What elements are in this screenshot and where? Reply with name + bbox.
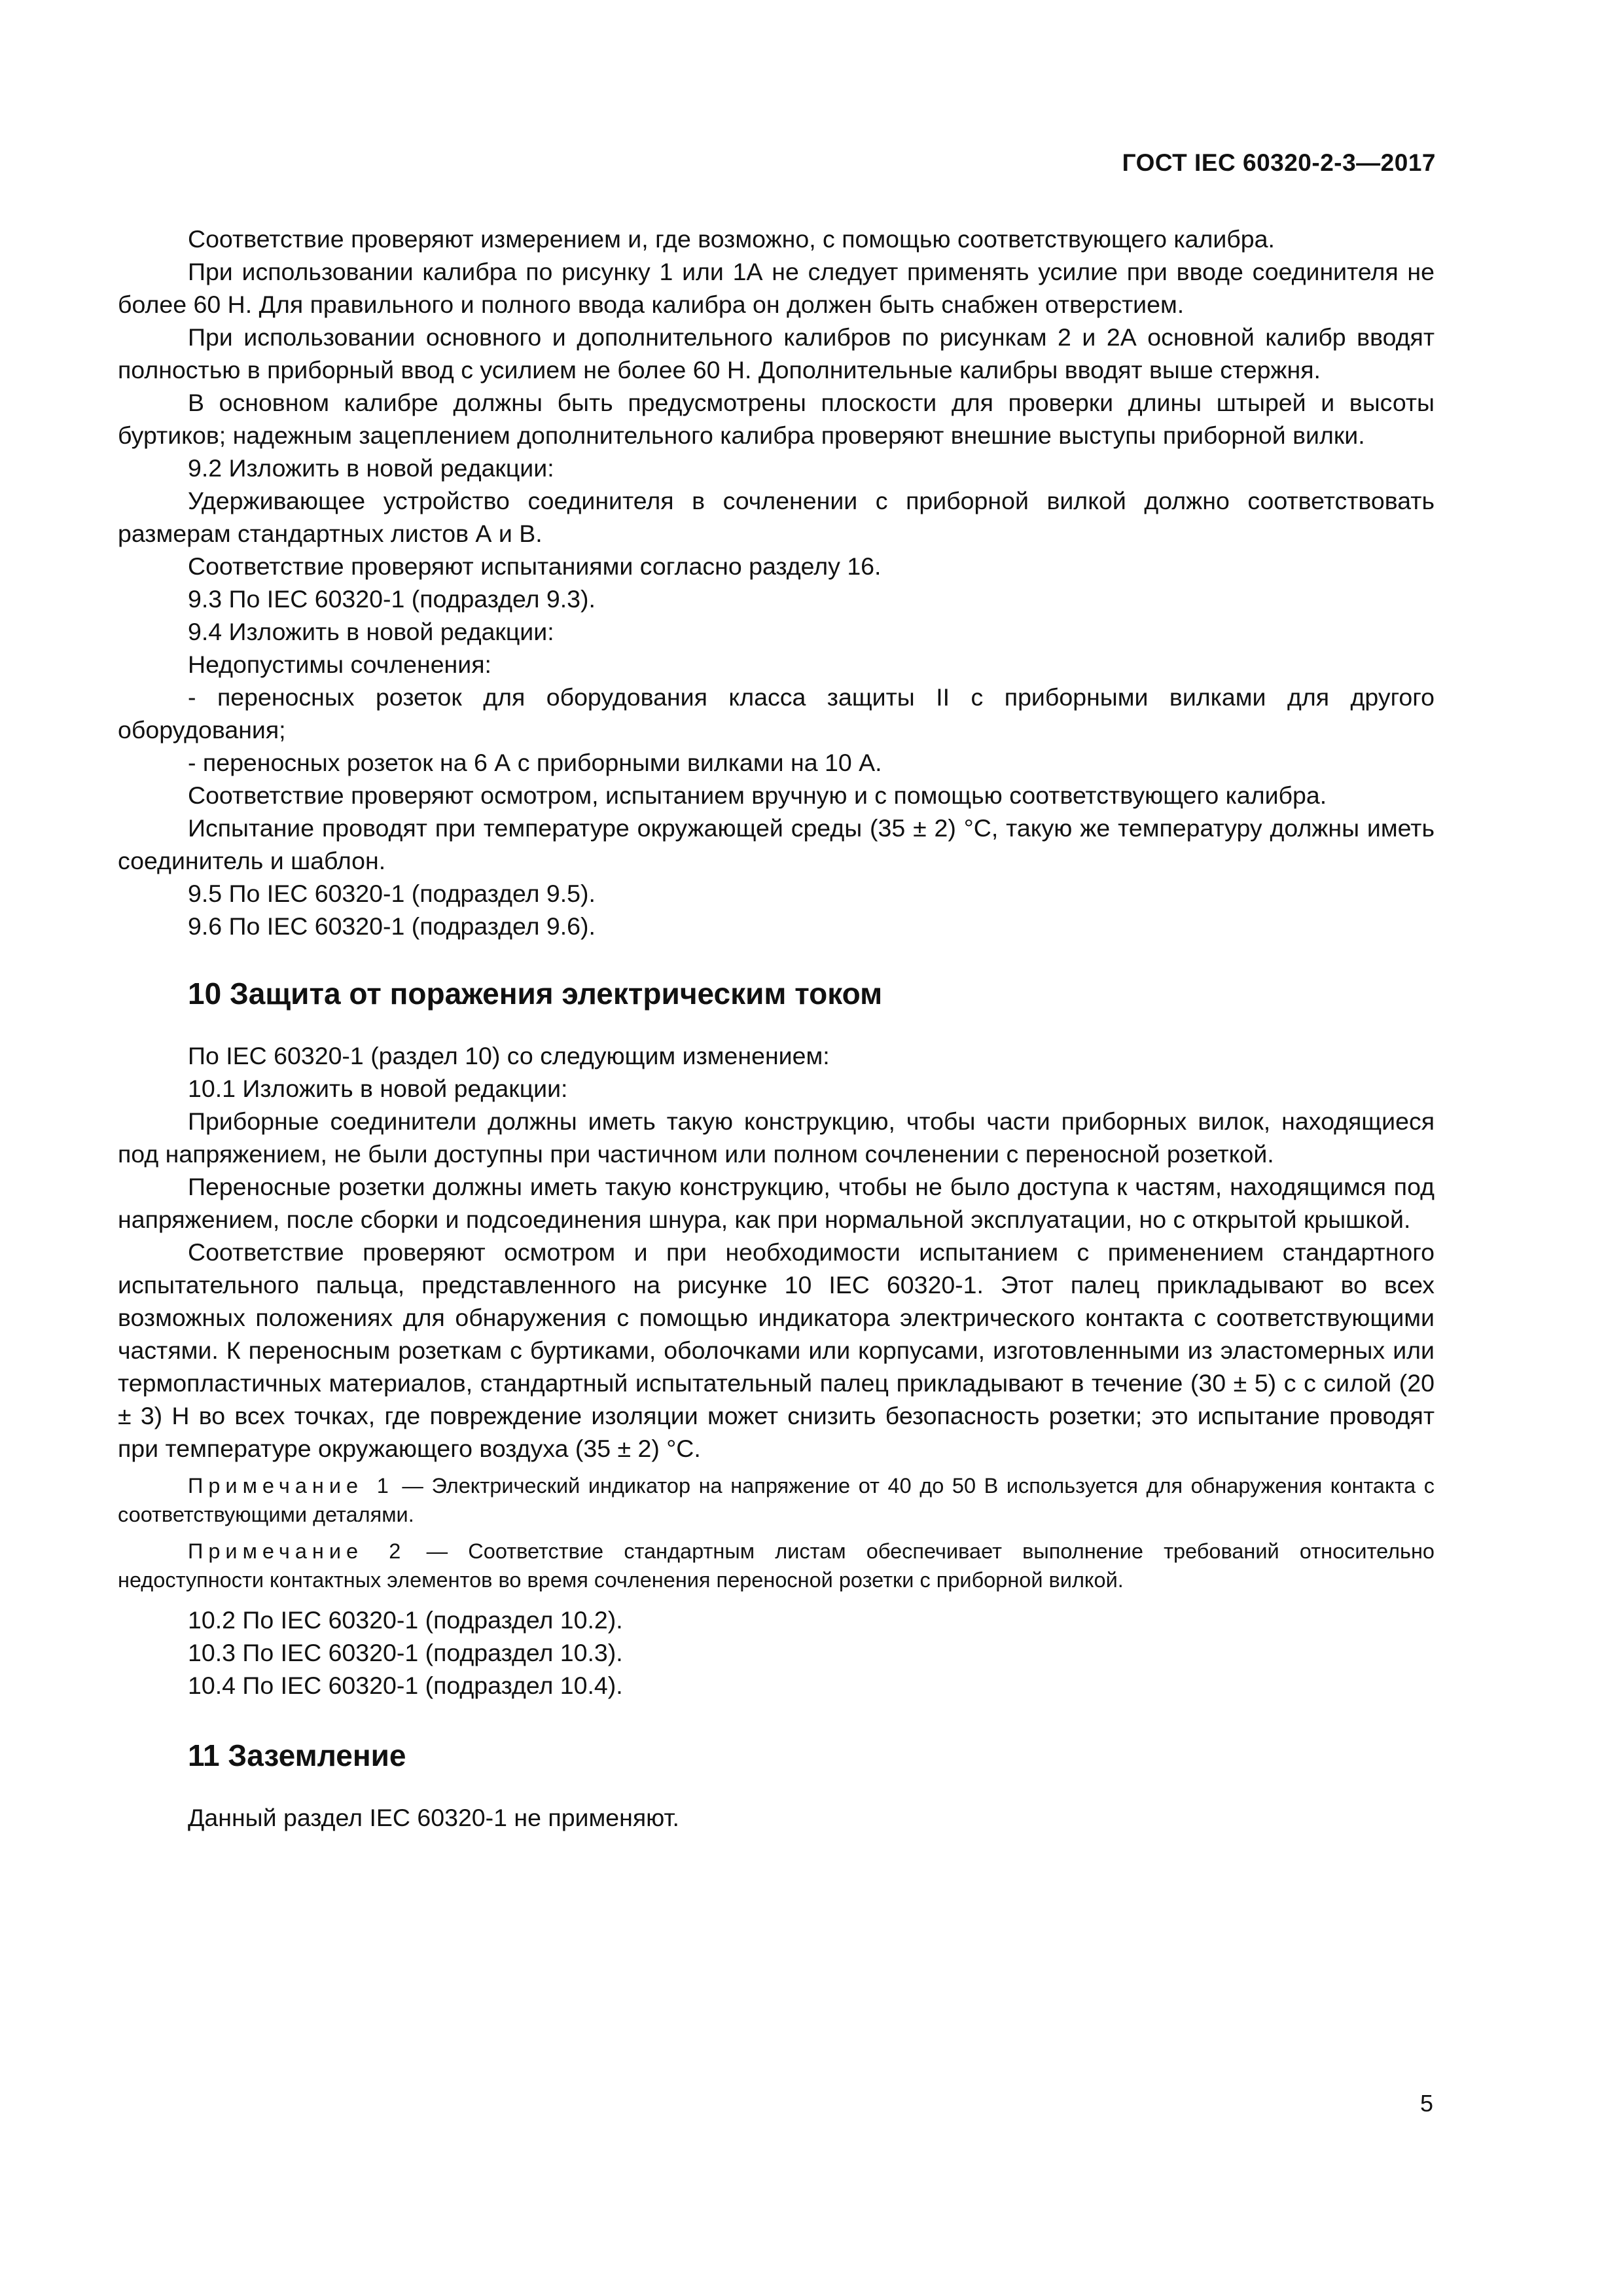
note-1 xyxy=(118,1471,1435,1529)
clause-heading: 9.4 Изложить в новой редакции: xyxy=(188,618,554,645)
clause-heading: 9.2 Изложить в новой редакции: xyxy=(188,454,554,482)
list-item: - переносных розеток для оборудования класса защиты II с приборными вилками для другого оборудования; xyxy=(118,683,1435,744)
clause-reference: 9.3 По IEC 60320-1 (подраздел 9.3). xyxy=(188,585,596,613)
note-1-label: Примечание 1 xyxy=(188,1474,394,1498)
paragraph: По IEC 60320-1 (раздел 10) со следующим изменением: xyxy=(188,1042,830,1069)
clause-reference: 10.4 По IEC 60320-1 (подраздел 10.4). xyxy=(188,1672,623,1699)
page-number: 5 xyxy=(1419,2090,1433,2117)
clause-reference: 9.5 По IEC 60320-1 (подраздел 9.5). xyxy=(188,880,596,907)
section-11-heading: 11 Заземление xyxy=(188,1738,406,1772)
list-item: - переносных розеток на 6 А с приборными вилками на 10 А. xyxy=(188,749,882,776)
paragraph: В основном калибре должны быть предусмотрены плоскости для проверки длины штырей и высоты буртиков; надежным зацеплением дополнительного калибра проверяют внешние выступы приборной вилки. xyxy=(118,389,1435,449)
note-2 xyxy=(118,1537,1435,1594)
clause-reference: 9.6 По IEC 60320-1 (подраздел 9.6). xyxy=(188,912,596,940)
document-body xyxy=(118,223,1435,1834)
clause-reference: 10.3 По IEC 60320-1 (подраздел 10.3). xyxy=(188,1639,623,1666)
clause-reference: 10.2 По IEC 60320-1 (подраздел 10.2). xyxy=(188,1606,623,1634)
section-10-heading: 10 Защита от поражения электрическим током xyxy=(188,977,883,1011)
paragraph: Удерживающее устройство соединителя в сочленении с приборной вилкой должно соответствовать размерам стандартных листов А и В. xyxy=(118,487,1435,547)
paragraph: При использовании калибра по рисунку 1 или 1А не следует применять усилие при вводе соединителя не более 60 Н. Для правильного и полного ввода калибра он должен быть снабжен отверстием. xyxy=(118,258,1435,318)
note-1-text: — Электрический индикатор на напряжение от 40 до 50 В используется для обнаружения контакта с соответствующими деталями. xyxy=(118,1474,1435,1526)
paragraph: Приборные соединители должны иметь такую конструкцию, чтобы части приборных вилок, находящиеся под напряжением, не были доступны при частичном или полном сочленении с переносной розеткой. xyxy=(118,1107,1435,1168)
paragraph: При использовании основного и дополнительного калибров по рисункам 2 и 2А основной калибр вводят полностью в приборный ввод с усилием не более 60 Н. Дополнительные калибры вводят выше стержня. xyxy=(118,323,1435,384)
paragraph: Переносные розетки должны иметь такую конструкцию, чтобы не было доступа к частям, находящимся под напряжением, после сборки и подсоединения шнура, как при нормальной эксплуатации, но с открытой крышкой. xyxy=(118,1173,1435,1233)
paragraph: Соответствие проверяют испытаниями согласно разделу 16. xyxy=(188,552,882,580)
paragraph: Соответствие проверяют осмотром и при необходимости испытанием с применением стандартного испытательного пальца, представленного на рисунке 10 IEC 60320-1. Этот палец прикладывают во всех возможных положениях для обнаружения с помощью индикатора электрического контакта с соответствующими частями. К переносным розеткам с буртиками, оболочками или корпусами, изготовленными из эластомерных или термопластичных материалов, стандартный испытательный палец прикладывают в течение (30 ± 5) с с силой (20 ± 3) Н во всех точках, где повреждение изоляции может снизить безопасность розетки; это испытание проводят при температуре окружающего воздуха (35 ± 2) °С. xyxy=(118,1238,1435,1462)
note-2-label: Примечание 2 xyxy=(188,1539,406,1563)
document-code-header: ГОСТ IEC 60320-2-3—2017 xyxy=(1122,149,1436,176)
note-2-text: — Соответствие стандартным листам обеспечивает выполнение требований относительно недоступности контактных элементов во время сочленения переносной розетки с приборной вилкой. xyxy=(118,1539,1435,1592)
paragraph: Соответствие проверяют измерением и, где возможно, с помощью соответствующего калибра. xyxy=(188,225,1275,253)
paragraph: Соответствие проверяют осмотром, испытанием вручную и с помощью соответствующего калибра. xyxy=(188,781,1327,809)
paragraph: Данный раздел IEC 60320-1 не применяют. xyxy=(188,1804,679,1831)
paragraph: Недопустимы сочленения: xyxy=(188,651,491,678)
paragraph: Испытание проводят при температуре окружающей среды (35 ± 2) °С, такую же температуру должны иметь соединитель и шаблон. xyxy=(118,814,1435,874)
clause-heading: 10.1 Изложить в новой редакции: xyxy=(188,1075,568,1102)
